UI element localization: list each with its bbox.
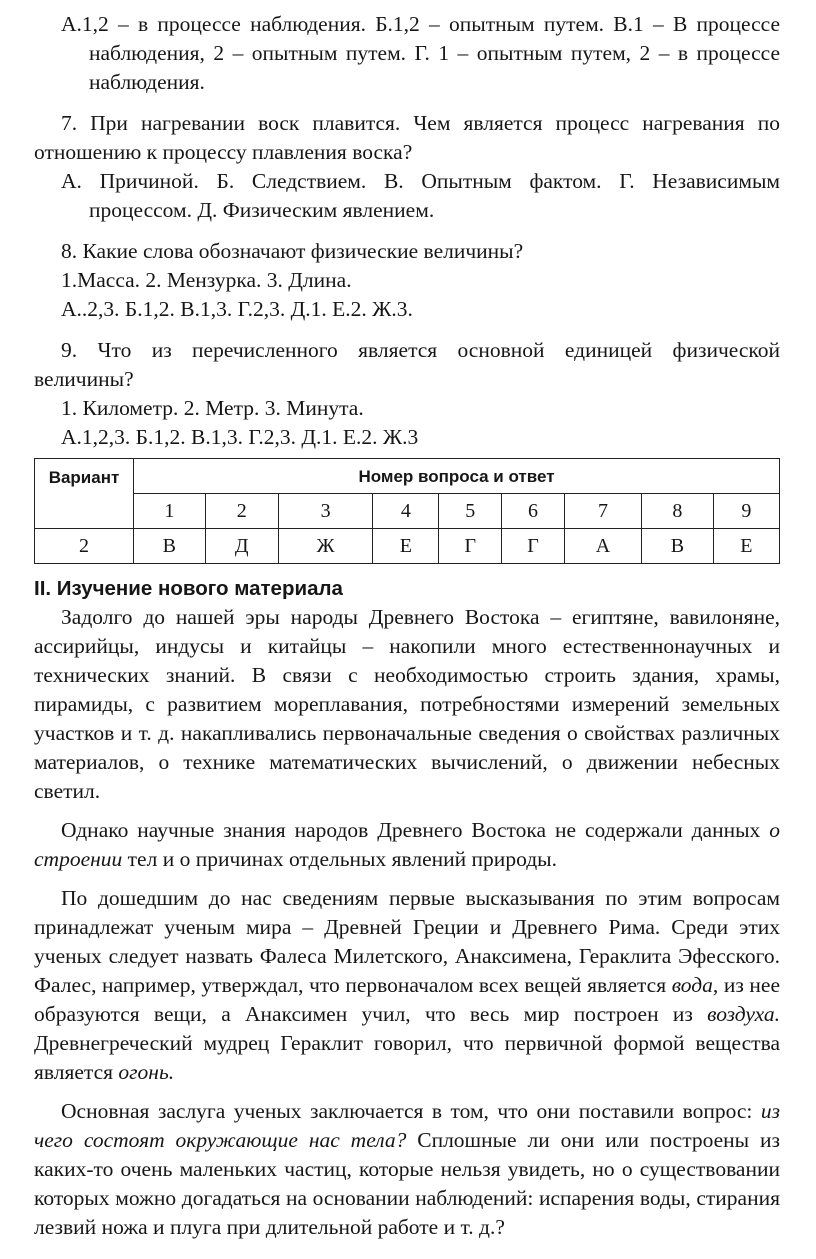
question-number: 9 [713,494,779,529]
question-number: 1 [134,494,206,529]
answer-cell: Е [373,529,439,564]
question-number: 7 [564,494,641,529]
q9-items: 1. Километр. 2. Метр. 3. Минута. [61,396,364,420]
q7-options: А. Причиной. Б. Следствием. В. Опытным фактом. Г. Независимым процессом. Д. Физическим явлением. [61,169,780,222]
paragraph-3-text-mid: из нее образуются вещи, а Анаксимен учил, что весь мир построен из [34,973,780,1026]
answer-cell: Д [205,529,278,564]
question-number: 2 [205,494,278,529]
answer-cell: Г [439,529,502,564]
paragraph-2-text-end: тел и о причинах отдельных явлений природы. [122,847,557,871]
answer-cell: В [134,529,206,564]
paragraph-2-emphasis: о строении [34,818,780,871]
answer-cell: Ж [278,529,373,564]
q6-options: А.1,2 – в процессе наблюдения. Б.1,2 – опытным путем. В.1 – В процессе наблюдения, 2 – опытным путем. Г. 1 – опытным путем, 2 – в процессе наблюдения. [61,12,780,94]
paragraph-3-emphasis-water: вода, [671,973,719,997]
paragraph-4-text-end: Сплошные ли они или построены из каких-то очень маленьких частиц, которые нельзя увидеть, но о существовании которых можно догадаться на основании наблюдений: испарения воды, стирания лезвий ножа и плуга при длительной работе и т. д.? [34,1128,780,1239]
paragraph-4 [34,1097,780,1242]
q7-question: 7. При нагревании воск плавится. Чем является процесс нагревания по отношению к процессу плавления воска? [34,111,780,164]
paragraph-4-text: Основная заслуга ученых заключается в том, что они поставили вопрос: [61,1099,761,1123]
paragraph-3-emphasis-fire: огонь. [118,1060,175,1084]
question-number: 6 [502,494,565,529]
paragraph-3 [34,884,780,1087]
paragraph-4-emphasis: из чего состоят окружающие нас тела? [34,1099,780,1152]
q9-question: 9. Что из перечисленного является основной единицей физической величины? [34,338,780,391]
q8-items: 1.Масса. 2. Мензурка. 3. Длина. [61,268,352,292]
answer-row [35,529,780,564]
paragraph-3-emphasis-air: воздуха. [707,1002,780,1026]
question-number: 5 [439,494,502,529]
q8-options: А..2,3. Б.1,2. В.1,3. Г.2,3. Д.1. Е.2. Ж.3. [61,297,413,321]
question-number: 4 [373,494,439,529]
answer-table [34,458,780,564]
paragraph-3-text-end: Древнегреческий мудрец Гераклит говорил, что первичной формой вещества является [34,1031,780,1084]
variant-header: Вариант [35,459,134,529]
paragraph-3-text: По дошедшим до нас сведениям первые высказывания по этим вопросам принадлежат ученым мира – Древней Греции и Древнего Рима. Среди этих ученых следует назвать Фалеса Милетского, Анаксимена, Гераклита Эфесского. Фалес, например, утверждал, что первоначалом всех вещей является [34,886,780,997]
question-number: 3 [278,494,373,529]
q8-question: 8. Какие слова обозначают физические величины? [61,239,524,263]
question-number-row [35,494,780,529]
group-header: Номер вопроса и ответ [134,459,780,494]
paragraph-2-text: Однако научные знания народов Древнего Востока не содержали данных [61,818,770,842]
section-title: II. Изучение нового материала [34,577,343,600]
answer-cell: В [642,529,714,564]
paragraph-1: Задолго до нашей эры народы Древнего Востока – египтяне, вавилоняне, ассирийцы, индусы и китайцы – накопили много естественнонаучных и технических знаний. В связи с необходимостью строить здания, храмы, пирамиды, с развитием мореплавания, потребностями измерений земельных участков и т. д. накапливались первоначальные сведения о свойствах различных материалов, о технике математических вычислений, о движении небесных светил. [34,605,780,803]
variant-number: 2 [35,529,134,564]
question-number: 8 [642,494,714,529]
answer-cell: Г [502,529,565,564]
q9-options: А.1,2,3. Б.1,2. В.1,3. Г.2,3. Д.1. Е.2. Ж.3 [61,425,419,449]
answer-cell: А [564,529,641,564]
paragraph-2 [34,816,780,874]
answer-cell: Е [713,529,779,564]
